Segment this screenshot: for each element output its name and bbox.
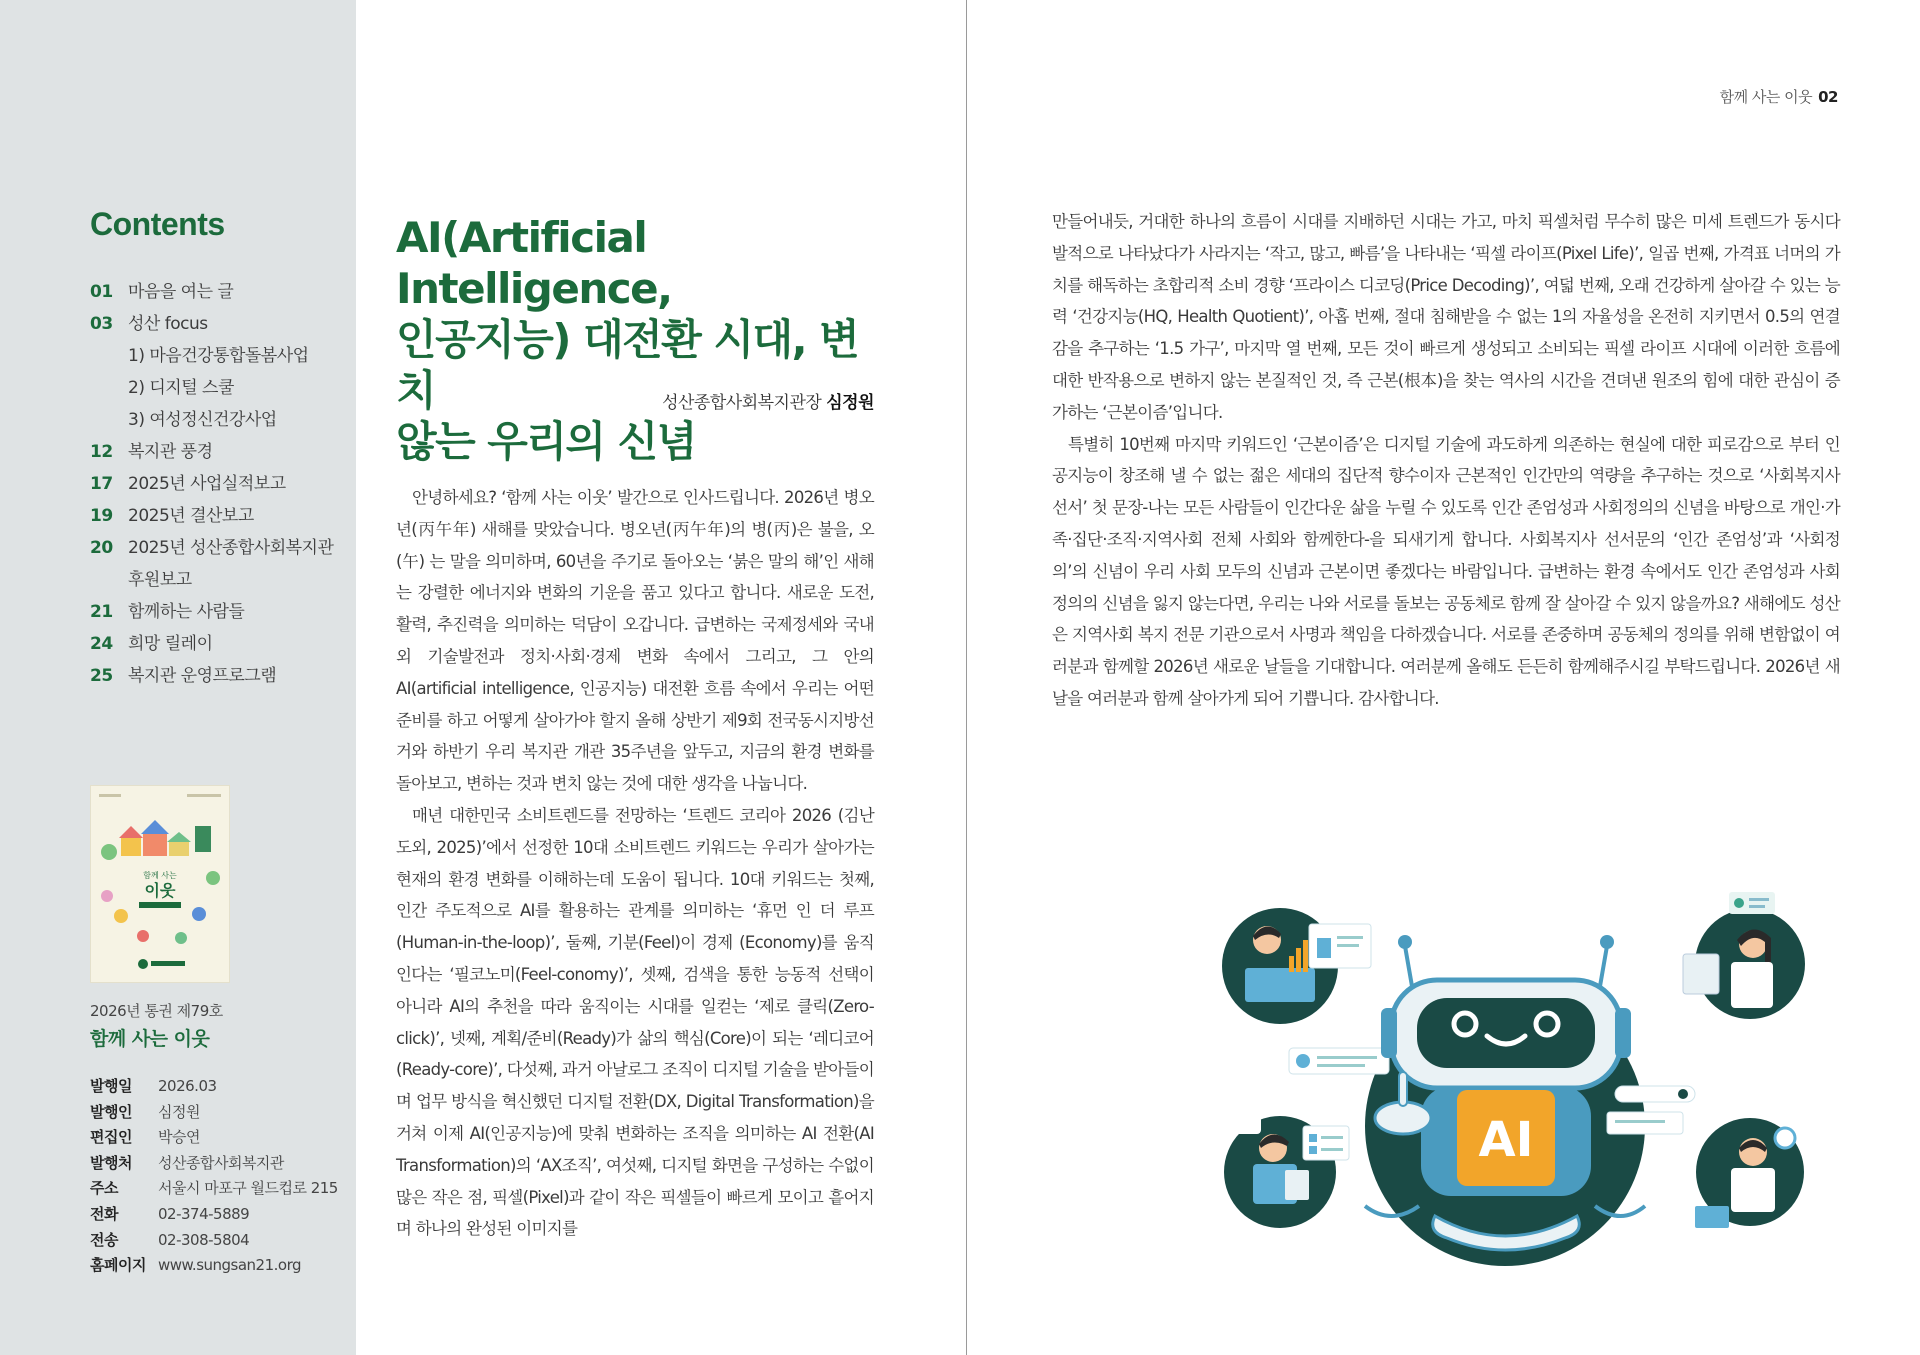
headline-line: 않는 우리의 신념 <box>396 417 696 466</box>
toc-label: 3) 여성정신건강사업 <box>128 410 277 430</box>
info-value: 심정원 <box>158 1102 200 1121</box>
info-label: 홈페이지 <box>90 1256 146 1275</box>
toc-page-number: 01 <box>90 282 113 302</box>
info-value: 서울시 마포구 월드컵로 215 <box>158 1179 338 1198</box>
info-label: 편집인 <box>90 1128 132 1147</box>
info-label: 전송 <box>90 1230 118 1249</box>
toc-label: 2) 디지털 스쿨 <box>128 378 234 398</box>
info-row <box>90 1074 338 1100</box>
toc-item[interactable] <box>90 500 350 532</box>
toc-subitem[interactable] <box>90 372 350 404</box>
info-row <box>90 1253 338 1279</box>
info-label: 발행인 <box>90 1102 132 1121</box>
info-value: 02-374-5889 <box>158 1204 250 1223</box>
article-headline <box>396 212 896 467</box>
toc-label: 1) 마음건강통합돌봄사업 <box>128 346 309 366</box>
toc-label: 마음을 여는 글 <box>128 282 234 302</box>
issue-number: 2026년 통권 제79호 <box>90 1002 223 1020</box>
byline-name: 심정원 <box>826 393 874 413</box>
publication-info <box>90 1074 338 1279</box>
toc-page-number: 21 <box>90 602 113 622</box>
info-label: 전화 <box>90 1204 118 1223</box>
toc-subitem[interactable] <box>90 340 350 372</box>
page-folio <box>1720 86 1838 107</box>
toc-page-number: 19 <box>90 506 113 526</box>
ai-robot-illustration <box>1205 876 1805 1266</box>
info-label: 발행처 <box>90 1153 132 1172</box>
toc-label: 2025년 사업실적보고 <box>128 474 286 494</box>
toc-page-number: 17 <box>90 474 113 494</box>
homepage-link[interactable]: www.sungsan21.org <box>158 1256 302 1275</box>
toc-item[interactable] <box>90 660 350 692</box>
paragraph: 만들어내듯, 거대한 하나의 흐름이 시대를 지배하던 시대는 가고, 마치 픽셀처럼 무수히 많은 미세 트렌드가 동시다발적으로 나타났다가 사라지는 ‘작고, 많고, 빠름’을 나타내는 ‘픽셀 라이프(Pixel Life)’, 일곱 번째, 가격표 너머의 가치를 해독하는 초합리적 소비 경향 ‘프라이스 디코딩(Price Decoding)’, 여덟 번째, 오래 건강하게 살아갈 수 있는 능력 ‘건강지능(HQ, Health Quotient)’, 아홉 번째, 절대 침해받을 수 없는 1의 자율성을 온전히 지키면서 0.5의 연결감을 추구하는 ‘1.5 가구’, 마지막 열 번째, 모든 것이 빠르게 생성되고 소비되는 픽셀 라이프 시대에 이러한 흐름에 대한 반작용으로 변하지 않는 본질적인 것, 즉 근본(根本)을 찾는 역사의 시간을 견뎌낸 원조의 힘에 대한 관심이 증가하는 ‘근본이즘’입니다. <box>1052 212 1840 422</box>
toc-page-number: 12 <box>90 442 113 462</box>
folio-label: 함께 사는 이웃 <box>1719 88 1813 106</box>
info-value: 박승연 <box>158 1128 200 1147</box>
toc-item[interactable] <box>90 596 350 628</box>
byline <box>396 388 874 413</box>
info-value: 성산종합사회복지관 <box>158 1153 284 1172</box>
byline-role: 성산종합사회복지관장 <box>662 393 822 413</box>
table-of-contents <box>90 276 350 692</box>
toc-page-number: 25 <box>90 666 113 686</box>
paragraph: 특별히 10번째 마지막 키워드인 ‘근본이즘’은 디지털 기술에 과도하게 의존하는 현실에 대한 피로감으로 부터 인공지능이 창조해 낼 수 없는 젊은 세대의 집단적 향수이자 근본적인 인간만의 역량을 추구하는 것으로 ‘사회복지사 선서’ 첫 문장-나는 모든 사람들이 인간다운 삶을 누릴 수 있도록 인간 존엄성과 사회정의의 신념을 바탕으로 개인·가족·집단·조직·지역사회 전체 사회와 함께한다-을 되새기게 합니다. 사회복지사 선서문의 ‘인간 존엄성’과 ‘사회정의’의 신념이 우리 사회 모두의 신념과 근본이면 좋겠다는 바람입니다. 급변하는 환경 속에서도 인간 존엄성과 사회정의의 신념을 잃지 않는다면, 우리는 나와 서로를 돌보는 공동체로 함께 잘 살아갈 수 있지 않을까요? 새해에도 성산은 지역사회 복지 전문 기관으로서 사명과 책임을 다하겠습니다. 서로를 존중하며 공동체의 정의를 위해 변함없이 여러분과 함께할 2026년 새로운 날들을 기대합니다. 여러분께 올해도 든든히 함께해주시길 부탁드립니다. 2026년 새날을 여러분과 함께 살아가게 되어 기쁩니다. 감사합니다. <box>1052 434 1840 708</box>
paragraph: 안녕하세요? ‘함께 사는 이웃’ 발간으로 인사드립니다. 2026년 병오년(丙午年) 새해를 맞았습니다. 병오년(丙午年)의 병(丙)은 불을, 오(午) 는 말을 의미하며, 60년을 주기로 돌아오는 ‘붉은 말의 해’인 새해는 강렬한 에너지와 변화의 기운을 품고 있다고 합니다. 새로운 도전, 활력, 추진력을 의미하는 덕담이 오갑니다. 급변하는 국제정세와 국내외 기술발전과 정치·사회·경제 변화 속에서 그리고, 그 안의 AI(artificial intelligence, 인공지능) 대전환 흐름 속에서 우리는 어떤 준비를 하고 어떻게 살아가야 할지 올해 상반기 제9회 전국동시지방선거와 하반기 우리 복지관 개관 35주년을 앞두고, 지금의 환경 변화를 돌아보고, 변하는 것과 변치 않는 것에 대한 생각을 나눕니다. <box>396 488 874 794</box>
ai-robot-icon <box>1205 876 1805 1266</box>
toc-item[interactable] <box>90 628 350 660</box>
toc-label: 2025년 결산보고 <box>128 506 254 526</box>
page-number: 02 <box>1818 88 1838 106</box>
info-row <box>90 1100 338 1126</box>
toc-item[interactable] <box>90 468 350 500</box>
info-label: 발행일 <box>90 1077 132 1095</box>
info-value: 02-308-5804 <box>158 1230 250 1249</box>
cover-illustration <box>91 786 229 982</box>
headline-line: AI(Artificial Intelligence, <box>396 213 672 313</box>
toc-page-number: 24 <box>90 634 113 654</box>
article-column-right <box>1052 206 1840 715</box>
page-gutter-divider <box>966 0 967 1355</box>
paragraph: 매년 대한민국 소비트렌드를 전망하는 ‘트렌드 코리아 2026 (김난도외, 2025)’에서 선정한 10대 소비트렌드 키워드는 우리가 살아가는 현재의 환경 변화를 이해하는데 도움이 됩니다. 10대 키워드는 첫째, 인간 주도적으로 AI를 활용하는 관계를 의미하는 ‘휴먼 인 더 루프(Human-in-the-loop)’, 둘째, 기분(Feel)이 경제 (Economy)를 움직인다는 ‘필코노미(Feel-conomy)’, 셋째, 검색을 통한 능동적 선택이 아니라 AI의 추천을 따라 움직이는 시대를 일컫는 ‘제로 클릭(Zero-click)’, 넷째, 계획/준비(Ready)가 삶의 핵심(Core)이 되는 ‘레디코어(Ready-core)’, 다섯째, 과거 아날로그 조직이 디지털 기술을 받아들이며 업무 방식을 혁신했던 디지털 전환(DX, Digital Transformation)을 거쳐 이제 AI(인공지능)에 맞춰 변화하는 조직을 의미하는 AI 전환(AI Transformation)의 ‘AX조직’, 여섯째, 디지털 화면을 구성하는 수없이 많은 작은 점, 픽셀(Pixel)과 같이 작은 픽셀들이 빠르게 모이고 흩어지며 하나의 완성된 이미지를 <box>396 805 875 1239</box>
info-row <box>90 1202 338 1228</box>
toc-subitem[interactable] <box>90 404 350 436</box>
toc-label: 함께하는 사람들 <box>128 602 245 622</box>
contents-title: Contents <box>90 206 225 242</box>
magazine-name: 함께 사는 이웃 <box>90 1028 210 1050</box>
info-value: 2026.03 <box>158 1077 217 1095</box>
cover-thumbnail[interactable] <box>90 785 230 983</box>
info-row <box>90 1176 338 1202</box>
svg-text:함께 사는: 함께 사는 <box>143 871 177 880</box>
article-column-left <box>396 482 874 1245</box>
toc-label: 복지관 풍경 <box>128 442 213 462</box>
toc-label: 성산 focus <box>128 314 208 334</box>
sidebar <box>0 0 356 1355</box>
info-row <box>90 1228 338 1254</box>
toc-label: 2025년 성산종합사회복지관 후원보고 <box>128 538 334 590</box>
toc-item[interactable] <box>90 308 350 340</box>
toc-label: 복지관 운영프로그램 <box>128 666 277 686</box>
svg-text:이웃: 이웃 <box>144 881 176 900</box>
toc-item[interactable] <box>90 276 350 308</box>
info-row <box>90 1125 338 1151</box>
toc-page-number: 03 <box>90 314 113 334</box>
toc-page-number: 20 <box>90 538 113 558</box>
toc-label: 희망 릴레이 <box>128 634 213 654</box>
info-row <box>90 1151 338 1177</box>
info-label: 주소 <box>90 1179 118 1198</box>
toc-item[interactable] <box>90 436 350 468</box>
toc-item[interactable] <box>90 532 350 596</box>
headline-line: 인공지능) 대전환 시대, 변치 <box>396 315 859 415</box>
ai-badge: AI <box>1478 1112 1534 1168</box>
